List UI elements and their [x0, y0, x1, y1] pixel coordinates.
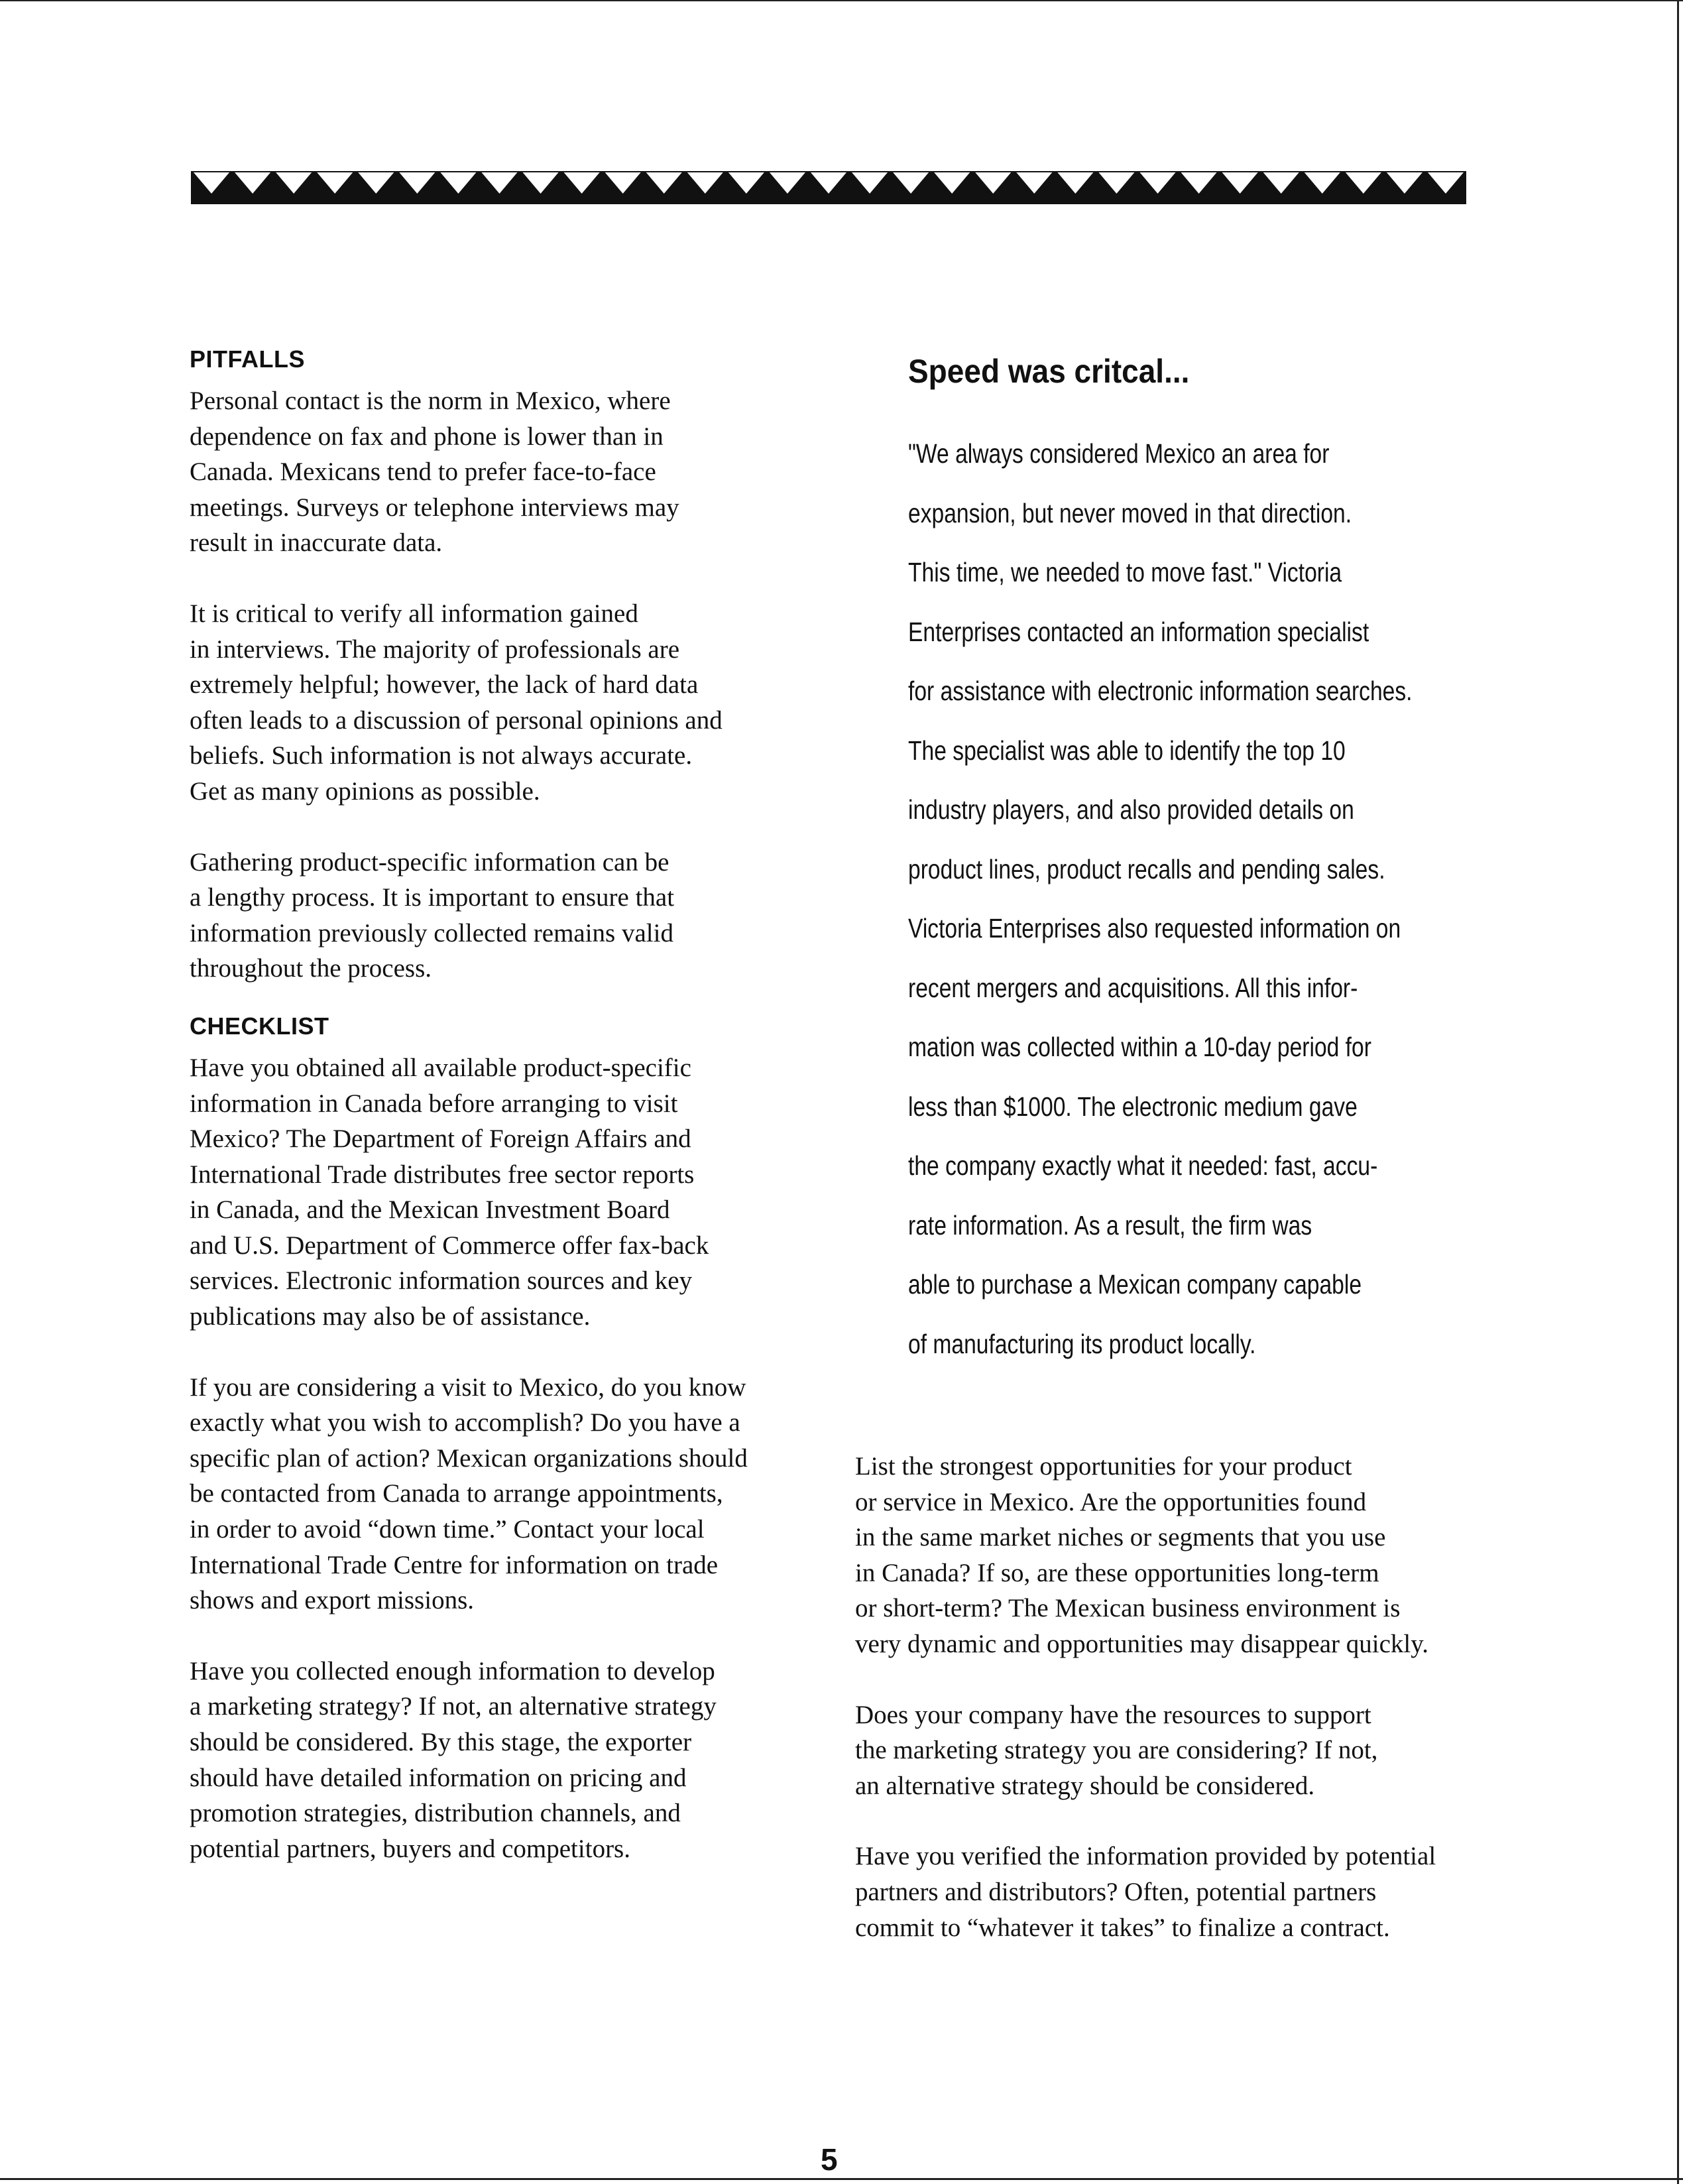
- text-line: Gathering product-specific information can be: [190, 847, 669, 877]
- text-line: should have detailed information on pricing and: [190, 1763, 687, 1792]
- sidebar-line: Enterprises contacted an information specialist: [908, 616, 1369, 647]
- sidebar-line: industry players, and also provided details on: [908, 794, 1354, 825]
- text-line: Mexico? The Department of Foreign Affairs and: [190, 1124, 691, 1154]
- sidebar-line: less than $1000. The electronic medium gave: [908, 1091, 1358, 1122]
- text-line: International Trade Centre for information on trade: [190, 1550, 719, 1579]
- text-line: in Canada? If so, are these opportunities long-term: [855, 1558, 1379, 1587]
- text-line: Have you verified the information provided by potential: [855, 1842, 1436, 1871]
- pitfalls-heading: PITFALLS: [190, 345, 305, 373]
- paragraph: [190, 1050, 826, 1335]
- text-line: promotion strategies, distribution channels, and: [190, 1799, 681, 1828]
- sidebar-line: This time, we needed to move fast." Victoria: [908, 557, 1342, 587]
- text-line: It is critical to verify all information gained: [190, 599, 638, 628]
- text-line: an alternative strategy should be considered.: [855, 1771, 1315, 1800]
- paragraph: [190, 1654, 826, 1867]
- text-line: in Canada, and the Mexican Investment Board: [190, 1195, 670, 1225]
- text-line: International Trade distributes free sector reports: [190, 1160, 695, 1189]
- text-line: Have you obtained all available product-specific: [190, 1053, 691, 1082]
- text-line: exactly what you wish to accomplish? Do you have a: [190, 1408, 740, 1437]
- text-line: Does your company have the resources to support: [855, 1700, 1371, 1729]
- text-line: in order to avoid “down time.” Contact your local: [190, 1515, 705, 1544]
- text-line: If you are considering a visit to Mexico, do you know: [190, 1372, 746, 1402]
- text-line: information in Canada before arranging to visit: [190, 1089, 678, 1118]
- right-column: [855, 1449, 1485, 1945]
- sidebar-line: for assistance with electronic information searches.: [908, 676, 1413, 706]
- text-line: be contacted from Canada to arrange appointments,: [190, 1479, 723, 1508]
- text-line: beliefs. Such information is not always accurate.: [190, 741, 693, 770]
- pitfalls-section: [190, 383, 826, 987]
- sidebar-title: Speed was critcal...: [908, 353, 1190, 390]
- paragraph: [855, 1697, 1485, 1804]
- paragraph: [190, 596, 826, 810]
- text-line: Have you collected enough information to develop: [190, 1656, 715, 1685]
- sidebar-line: recent mergers and acquisitions. All this infor-: [908, 972, 1358, 1003]
- text-line: or short-term? The Mexican business environment is: [855, 1594, 1401, 1623]
- paragraph: [190, 845, 826, 987]
- sidebar-line: The specialist was able to identify the top 10: [908, 735, 1346, 766]
- text-line: result in inaccurate data.: [190, 528, 443, 558]
- text-line: the marketing strategy you are considering? If not,: [855, 1736, 1378, 1765]
- checklist-section: [190, 1050, 826, 1866]
- text-line: extremely helpful; however, the lack of hard data: [190, 670, 699, 699]
- text-line: publications may also be of assistance.: [190, 1302, 591, 1331]
- paragraph: [190, 383, 826, 561]
- text-line: partners and distributors? Often, potential partners: [855, 1877, 1377, 1906]
- text-line: Get as many opinions as possible.: [190, 776, 540, 806]
- paragraph: [855, 1839, 1485, 1945]
- checklist-heading: CHECKLIST: [190, 1012, 329, 1040]
- text-line: or service in Mexico. Are the opportunities found: [855, 1487, 1367, 1516]
- sidebar-line: "We always considered Mexico an area for: [908, 438, 1330, 469]
- text-line: often leads to a discussion of personal opinions and: [190, 705, 723, 735]
- sidebar-line: product lines, product recalls and pending sales.: [908, 853, 1385, 884]
- sidebar-line: rate information. As a result, the firm was: [908, 1209, 1312, 1241]
- sidebar-line: Victoria Enterprises also requested information on: [908, 913, 1401, 943]
- text-line: commit to “whatever it takes” to finalize a contract.: [855, 1913, 1390, 1942]
- page-border-top: [0, 0, 1683, 1]
- text-line: in interviews. The majority of professionals are: [190, 635, 680, 664]
- sidebar-line: the company exactly what it needed: fast, accu-: [908, 1150, 1378, 1181]
- page-border-bottom: [0, 2178, 1683, 2180]
- case-study-sidebar: [908, 345, 1491, 1374]
- text-line: a marketing strategy? If not, an alternative strategy: [190, 1692, 717, 1721]
- text-line: services. Electronic information sources and key: [190, 1266, 693, 1296]
- decorative-triangle-banner: [191, 171, 1466, 204]
- text-line: specific plan of action? Mexican organizations should: [190, 1443, 748, 1473]
- sidebar-line: mation was collected within a 10-day period for: [908, 1032, 1371, 1062]
- sidebar-body: [908, 424, 1489, 1374]
- text-line: shows and export missions.: [190, 1586, 474, 1615]
- text-line: and U.S. Department of Commerce offer fax-back: [190, 1231, 709, 1260]
- sidebar-line: able to purchase a Mexican company capable: [908, 1269, 1362, 1300]
- text-line: in the same market niches or segments that you use: [855, 1523, 1386, 1552]
- text-line: List the strongest opportunities for your product: [855, 1452, 1352, 1481]
- paragraph: [190, 1370, 826, 1618]
- paragraph: [855, 1449, 1485, 1662]
- page-number: 5: [821, 2142, 838, 2177]
- text-line: a lengthy process. It is important to ensure that: [190, 883, 675, 912]
- text-line: Canada. Mexicans tend to prefer face-to-face: [190, 457, 656, 487]
- text-line: information previously collected remains valid: [190, 918, 673, 947]
- text-line: throughout the process.: [190, 954, 432, 983]
- text-line: dependence on fax and phone is lower than in: [190, 422, 664, 451]
- page-border-right: [1677, 0, 1679, 2184]
- left-column: [190, 345, 826, 1866]
- text-line: potential partners, buyers and competitors.: [190, 1834, 630, 1863]
- text-line: should be considered. By this stage, the exporter: [190, 1728, 692, 1756]
- text-line: very dynamic and opportunities may disappear quickly.: [855, 1629, 1428, 1658]
- text-line: meetings. Surveys or telephone interviews may: [190, 493, 679, 522]
- sidebar-line: expansion, but never moved in that direction.: [908, 497, 1352, 528]
- sidebar-line: of manufacturing its product locally.: [908, 1328, 1256, 1359]
- text-line: Personal contact is the norm in Mexico, where: [190, 387, 671, 415]
